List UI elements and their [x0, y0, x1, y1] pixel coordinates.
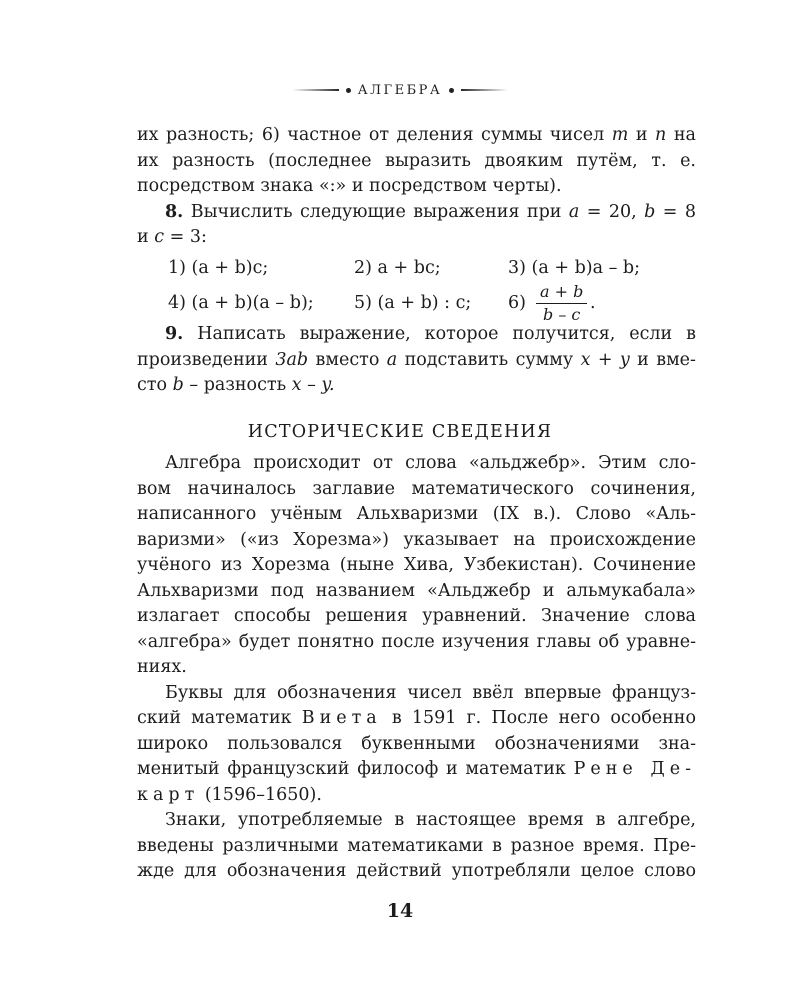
history-line: карт (1596–1650).	[137, 784, 322, 805]
problem-8-line: и c = 3:	[137, 227, 207, 247]
page-number: 14	[386, 900, 414, 922]
header-dot-left	[346, 88, 351, 93]
header-title: АЛГЕБРА	[357, 82, 443, 98]
history-line: варизми» («из Хорезма») указывает на происхождение	[137, 529, 696, 550]
text-line: их разность; 6) частное от деления суммы чисел m и n на	[137, 125, 696, 145]
expression-4: 4) (a + b)(a – b);	[168, 293, 314, 313]
header-dot-right	[449, 88, 454, 93]
expression-6-label: 6)	[508, 293, 526, 313]
expression-1: 1) (a + b)c;	[168, 258, 269, 278]
expression-6-fraction	[536, 281, 587, 326]
history-line: «алгебра» будет понятно после изучения главы об уравне-	[137, 631, 696, 652]
history-line: ский математик Виета в 1591 г. После него особенно	[137, 708, 696, 728]
problem-number: 9.	[165, 324, 184, 344]
history-line: Альхваризми под названием «Альджебр и альмукабала»	[137, 580, 696, 601]
history-line: ниях.	[137, 657, 187, 677]
history-line: широко пользовался буквенными обозначениями зна-	[137, 733, 696, 754]
history-line: Знаки, употребляемые в настоящее время в алгебре,	[165, 810, 696, 830]
history-line: Буквы для обозначения чисел ввёл впервые француз-	[165, 682, 696, 703]
problem-9-line: сто b – разность x – y.	[137, 375, 335, 395]
expression-2: 2) a + bc;	[354, 258, 441, 278]
history-line: жде для обозначения действий употребляли целое слово	[137, 861, 696, 881]
problem-9-block	[137, 322, 696, 399]
fraction-denominator: b – c	[542, 305, 581, 324]
history-line: Алгебра происходит от слова «альджебр». Этим сло-	[165, 453, 696, 473]
history-line: написанного учёным Альхваризми (IX в.). Слово «Аль-	[137, 504, 696, 524]
problem-8-line: 8. Вычислить следующие выражения при a = 20, b = 8	[165, 201, 696, 222]
name-descartes-end: карт	[137, 784, 200, 805]
history-line: менитый французский философ и математик Рене Де-	[137, 759, 696, 779]
expression-5: 5) (a + b) : c;	[354, 293, 472, 313]
name-vieta: Виета	[301, 708, 382, 728]
text-line: их разность (последнее выразить двояким путём, т. е.	[137, 150, 696, 171]
expression-6-end: .	[590, 293, 596, 313]
history-line: учёного из Хорезма (ныне Хива, Узбекистан). Сочинение	[137, 555, 696, 575]
name-rene-descartes: Рене Де-	[573, 759, 696, 779]
running-header	[0, 79, 800, 101]
fraction-numerator: a + b	[536, 281, 587, 304]
header-rule-right	[461, 89, 507, 91]
problem-9-line: произведении 3ab вместо a подставить сумму x + y и вме-	[137, 349, 696, 370]
history-line: вом начиналось заглавие математического сочинения,	[137, 478, 696, 499]
history-line: введены различными математиками в разное время. Пре-	[137, 835, 696, 856]
history-block	[137, 451, 696, 885]
text-line: посредством знака «:» и посредством черты).	[137, 176, 562, 196]
problem-number: 8.	[165, 201, 184, 222]
section-title: ИСТОРИЧЕСКИЕ СВЕДЕНИЯ	[247, 422, 553, 442]
problems-block	[137, 123, 696, 251]
history-line: излагает способы решения уравнений. Значение слова	[137, 606, 696, 626]
problem-9-line: 9. Написать выражение, которое получится, если в	[165, 324, 696, 344]
header-rule-left	[293, 89, 339, 91]
expression-3: 3) (a + b)a – b;	[508, 258, 641, 278]
